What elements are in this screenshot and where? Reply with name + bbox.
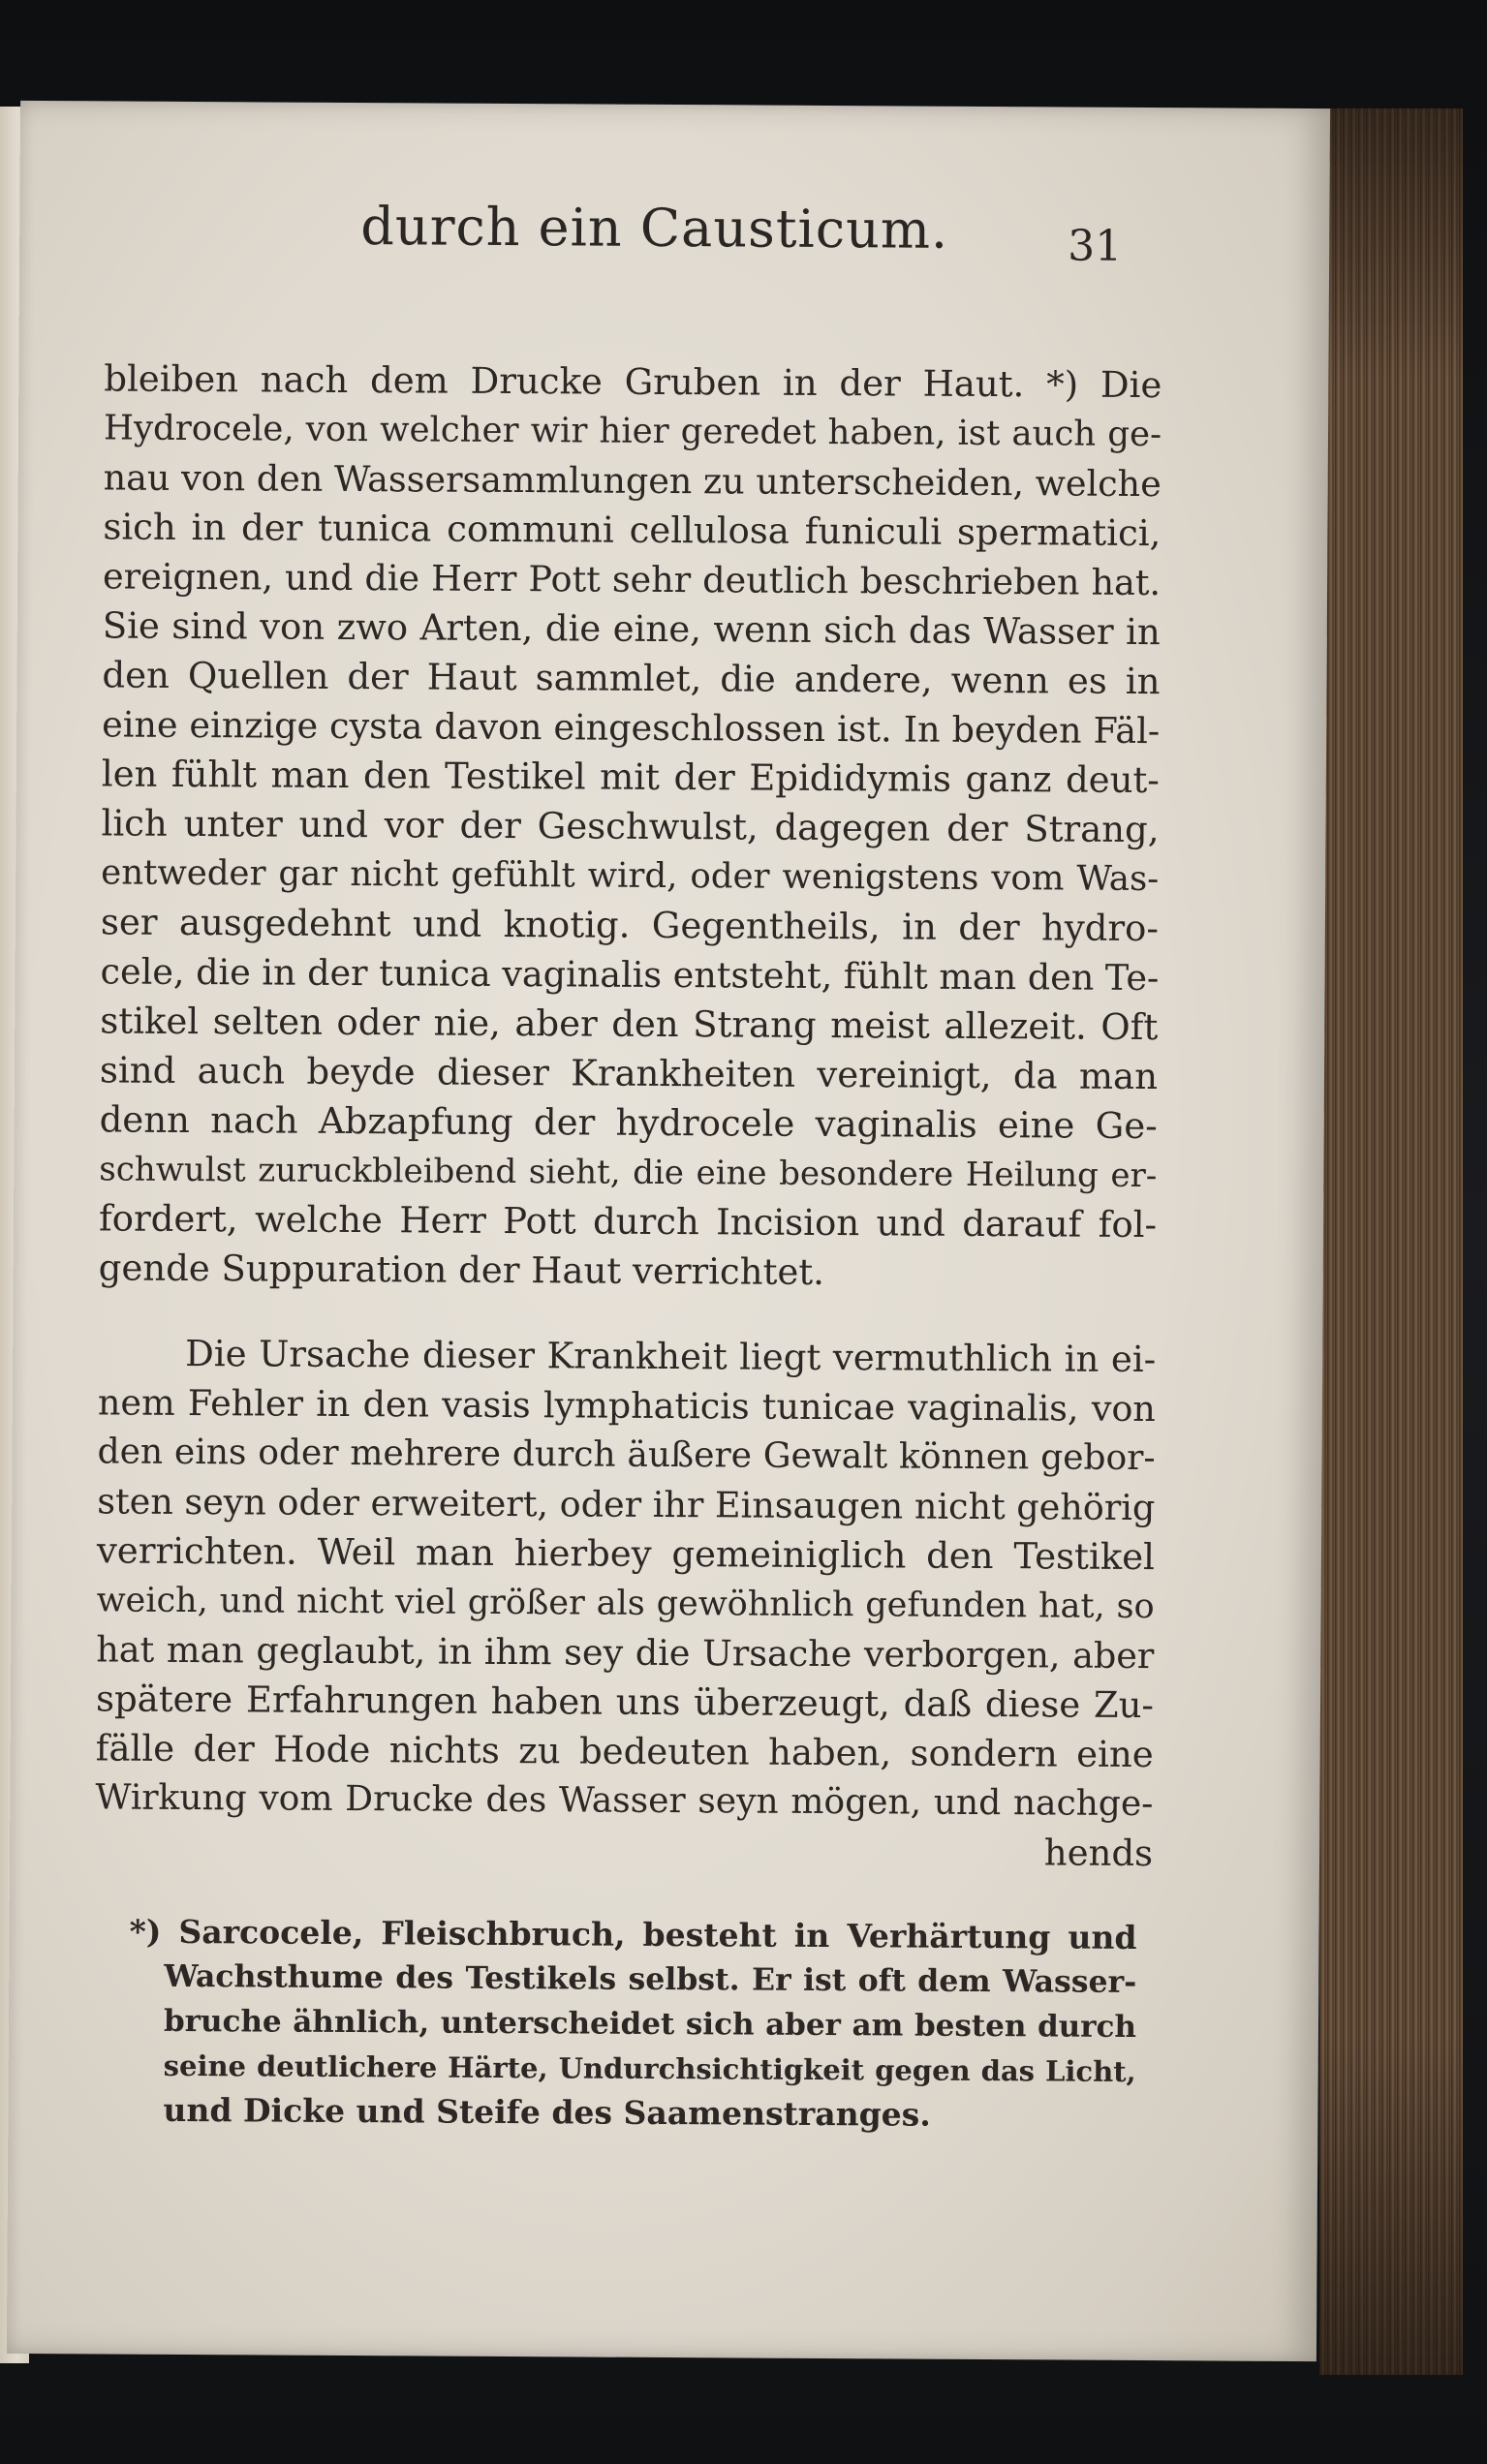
text-line: nau von den Wassersammlungen zu unterscheiden, welche xyxy=(103,456,1162,506)
text-line: fordert, welche Herr Pott durch Incision und darauf fol- xyxy=(98,1197,1158,1247)
book-fore-edge xyxy=(1319,108,1463,2375)
text-line: sten seyn oder erweitert, oder ihr Einsaugen nicht gehörig xyxy=(97,1480,1156,1529)
text-line: verrichten. Weil man hierbey gemeiniglich den Testikel xyxy=(96,1529,1156,1579)
text-line: entweder gar nicht gefühlt wird, oder wenigstens vom Was- xyxy=(101,852,1160,900)
text-line: ser ausgedehnt und knotig. Gegentheils, in der hydro- xyxy=(100,901,1160,950)
text-line: schwulst zuruckbleibend sieht, die eine besondere Heilung er- xyxy=(99,1150,1158,1196)
page-number: 31 xyxy=(1068,221,1123,271)
footnote-line: bruche ähnlich, unterscheidet sich aber am besten durch xyxy=(163,2003,1137,2045)
text-line: hat man geglaubt, in ihm sey die Ursache verborgen, aber xyxy=(96,1628,1155,1678)
text-line: Die Ursache dieser Krankheit liegt vermuthlich in ei- xyxy=(185,1332,1157,1381)
footnote-line: *) Sarcocele, Fleischbruch, besteht in Verhärtung und xyxy=(129,1912,1137,1956)
text-line: cele, die in der tunica vaginalis entsteht, fühlt man den Te- xyxy=(100,950,1160,1000)
text-line: den Quellen der Haut sammlet, die andere, wenn es in xyxy=(102,654,1161,703)
text-line: bleiben nach dem Drucke Gruben in der Haut. *) Die xyxy=(104,357,1162,407)
footnote-line: seine deutlichere Härte, Undurchsichtigkeit gegen das Licht, xyxy=(163,2048,1136,2088)
footnote-line: Wachsthume des Testikels selbst. Er ist oft dem Wasser- xyxy=(164,1957,1137,2000)
text-line: sich in der tunica communi cellulosa funiculi spermatici, xyxy=(103,506,1162,555)
text-line: denn nach Abzapfung der hydrocele vaginalis eine Ge- xyxy=(99,1098,1158,1148)
book-page xyxy=(7,101,1330,2361)
text-line: Wirkung vom Drucke des Wasser seyn mögen, und nachge- xyxy=(95,1777,1154,1825)
text-line: sind auch beyde dieser Krankheiten vereinigt, da man xyxy=(99,1049,1159,1098)
text-line: Sie sind von zwo Arten, die eine, wenn sich das Wasser in xyxy=(102,604,1161,654)
text-line: gende Suppuration der Haut verrichtet. xyxy=(98,1247,825,1293)
text-line: spätere Erfahrungen haben uns überzeugt, daß diese Zu- xyxy=(95,1678,1155,1727)
footnote-line: und Dicke und Steife des Saamenstranges. xyxy=(163,2090,931,2134)
text-line: stikel selten oder nie, aber den Strang meist allezeit. Oft xyxy=(100,1000,1159,1049)
running-title: durch ein Causticum. xyxy=(360,196,949,261)
text-line: ereignen, und die Herr Pott sehr deutlich beschrieben hat. xyxy=(102,555,1162,604)
text-line: len fühlt man den Testikel mit der Epididymis ganz deut- xyxy=(101,753,1160,802)
text-line: Hydrocele, von welcher wir hier geredet haben, ist auch ge- xyxy=(103,408,1162,455)
text-line: nem Fehler in den vasis lymphaticis tunicae vaginalis, von xyxy=(97,1381,1157,1431)
text-line: fälle der Hode nichts zu bedeuten haben, sondern eine xyxy=(95,1727,1154,1776)
text-line: lich unter und vor der Geschwulst, dagegen der Strang, xyxy=(101,802,1160,851)
text-line: weich, und nicht viel größer als gewöhnlich gefunden hat, so xyxy=(96,1581,1155,1627)
text-line: den eins oder mehrere durch äußere Gewalt können gebor- xyxy=(97,1432,1156,1479)
text-line: eine einzige cysta davon eingeschlossen ist. In beyden Fäl- xyxy=(102,703,1161,753)
catchword: hends xyxy=(1043,1832,1154,1875)
